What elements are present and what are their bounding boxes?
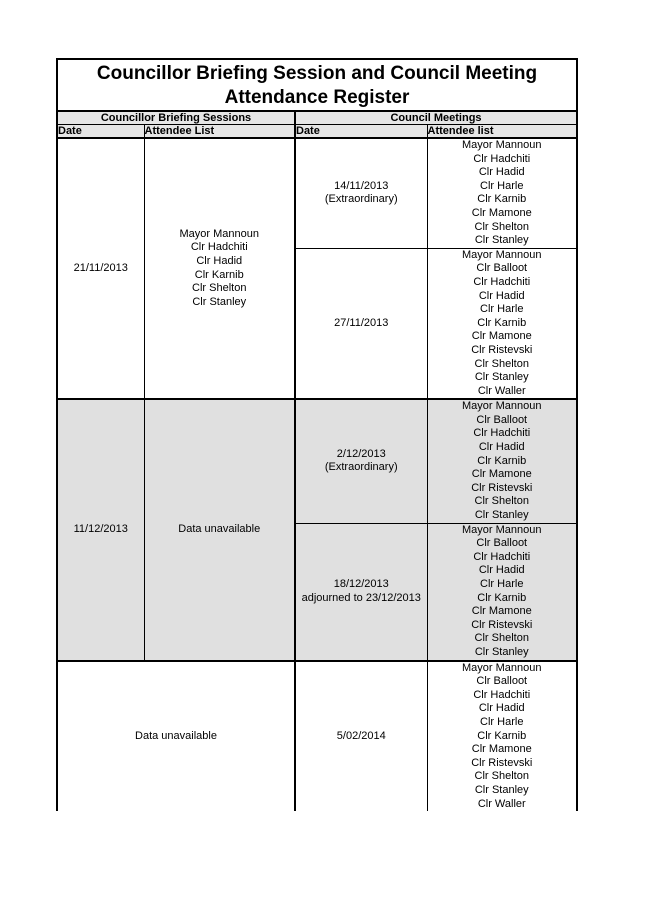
list-item: Clr Hadid	[478, 166, 525, 179]
meeting-attendee-list	[427, 661, 577, 812]
briefing-attendee-list	[144, 138, 295, 399]
list-item: Clr Harle	[480, 578, 524, 590]
meeting-attendee-list	[427, 138, 577, 248]
list-item: Clr Ristevski	[471, 481, 533, 494]
list-item: Mayor Mannoun	[462, 661, 542, 674]
list-item: Clr Hadchiti	[190, 241, 248, 254]
meeting-attendee-list	[427, 523, 577, 660]
briefing-date: 21/11/2013	[57, 138, 144, 399]
list-item: Clr Mamone	[471, 330, 532, 343]
list-item: Clr Waller	[477, 384, 526, 397]
list-item: Clr Balloot	[476, 262, 528, 275]
meeting-date-cell	[295, 138, 427, 248]
meeting-attendee-list	[427, 248, 577, 399]
meeting-note: (Extraordinary)	[324, 193, 398, 206]
list-item: Clr Karnib	[477, 316, 527, 329]
briefing-note: Data unavailable	[144, 399, 295, 660]
list-item: Clr Stanley	[474, 645, 529, 658]
meeting-date: 2/12/2013	[336, 447, 386, 460]
meeting-date: 5/02/2014	[336, 729, 386, 742]
list-item: Clr Stanley	[192, 295, 247, 308]
list-item: Mayor Mannoun	[462, 400, 542, 413]
list-item: Clr Karnib	[477, 729, 527, 742]
list-item: Clr Ristevski	[471, 756, 533, 769]
list-item: Clr Hadchiti	[473, 550, 531, 563]
section-header-council: Council Meetings	[295, 111, 577, 125]
list-item: Mayor Mannoun	[462, 248, 542, 261]
list-item: Clr Mamone	[471, 605, 532, 618]
list-item: Clr Hadid	[478, 702, 525, 715]
list-item: Clr Karnib	[194, 268, 244, 281]
meeting-date-cell	[295, 399, 427, 523]
briefing-note: Data unavailable	[57, 661, 295, 812]
list-item: Clr Hadid	[196, 255, 243, 268]
list-item: Clr Hadid	[478, 564, 525, 577]
col-header-briefing-attendees: Attendee List	[144, 125, 295, 139]
meeting-date-cell	[295, 248, 427, 399]
list-item: Clr Balloot	[476, 675, 528, 688]
list-item: Clr Karnib	[477, 193, 527, 206]
meeting-note: adjourned to 23/12/2013	[301, 591, 421, 604]
list-item: Clr Hadchiti	[473, 275, 531, 288]
list-item: Clr Karnib	[477, 591, 527, 604]
attendance-register-table	[56, 58, 578, 811]
list-item: Clr Ristevski	[471, 343, 533, 356]
page-title	[57, 59, 577, 111]
col-header-meeting-date: Date	[295, 125, 427, 139]
list-item: Mayor Mannoun	[462, 139, 542, 151]
list-item: Clr Stanley	[474, 234, 529, 247]
list-item: Clr Ristevski	[471, 618, 533, 631]
list-item: Clr Stanley	[474, 783, 529, 796]
list-item: Clr Stanley	[474, 509, 529, 522]
meeting-date: 14/11/2013	[334, 179, 389, 192]
meeting-date: 27/11/2013	[334, 316, 389, 329]
list-item: Clr Harle	[480, 179, 524, 192]
title-line-2: Attendance Register	[224, 87, 410, 108]
meeting-attendee-list	[427, 399, 577, 523]
list-item: Clr Balloot	[476, 537, 528, 550]
list-item: Clr Shelton	[474, 220, 529, 233]
list-item: Clr Shelton	[474, 770, 529, 783]
list-item: Clr Mamone	[471, 468, 532, 481]
col-header-briefing-date: Date	[57, 125, 144, 139]
meeting-date-cell	[295, 661, 427, 812]
list-item: Clr Hadid	[478, 441, 525, 454]
list-item: Clr Hadchiti	[473, 152, 531, 165]
meeting-date: 18/12/2013	[333, 578, 389, 590]
section-header-briefing: Councillor Briefing Sessions	[57, 111, 295, 125]
col-header-meeting-attendees: Attendee list	[427, 125, 577, 139]
list-item: Clr Harle	[480, 715, 524, 728]
list-item: Clr Shelton	[474, 495, 529, 508]
meeting-date-cell	[295, 523, 427, 660]
list-item: Clr Hadchiti	[473, 688, 531, 701]
list-item: Mayor Mannoun	[462, 523, 542, 536]
list-item: Clr Hadid	[478, 289, 525, 302]
list-item: Clr Stanley	[474, 371, 529, 384]
list-item: Clr Waller	[477, 797, 526, 810]
list-item: Clr Balloot	[476, 413, 528, 426]
list-item: Mayor Mannoun	[179, 227, 259, 240]
list-item: Clr Shelton	[192, 282, 247, 295]
meeting-note: (Extraordinary)	[324, 461, 398, 474]
title-line-1: Councillor Briefing Session and Council Meeting	[96, 63, 538, 84]
list-item: Clr Shelton	[474, 632, 529, 645]
list-item: Clr Mamone	[471, 206, 532, 219]
list-item: Clr Shelton	[474, 357, 529, 370]
list-item: Clr Mamone	[471, 743, 532, 756]
list-item: Clr Hadchiti	[473, 427, 531, 440]
briefing-date: 11/12/2013	[57, 399, 144, 660]
list-item: Clr Karnib	[477, 454, 527, 467]
list-item: Clr Harle	[480, 303, 524, 316]
